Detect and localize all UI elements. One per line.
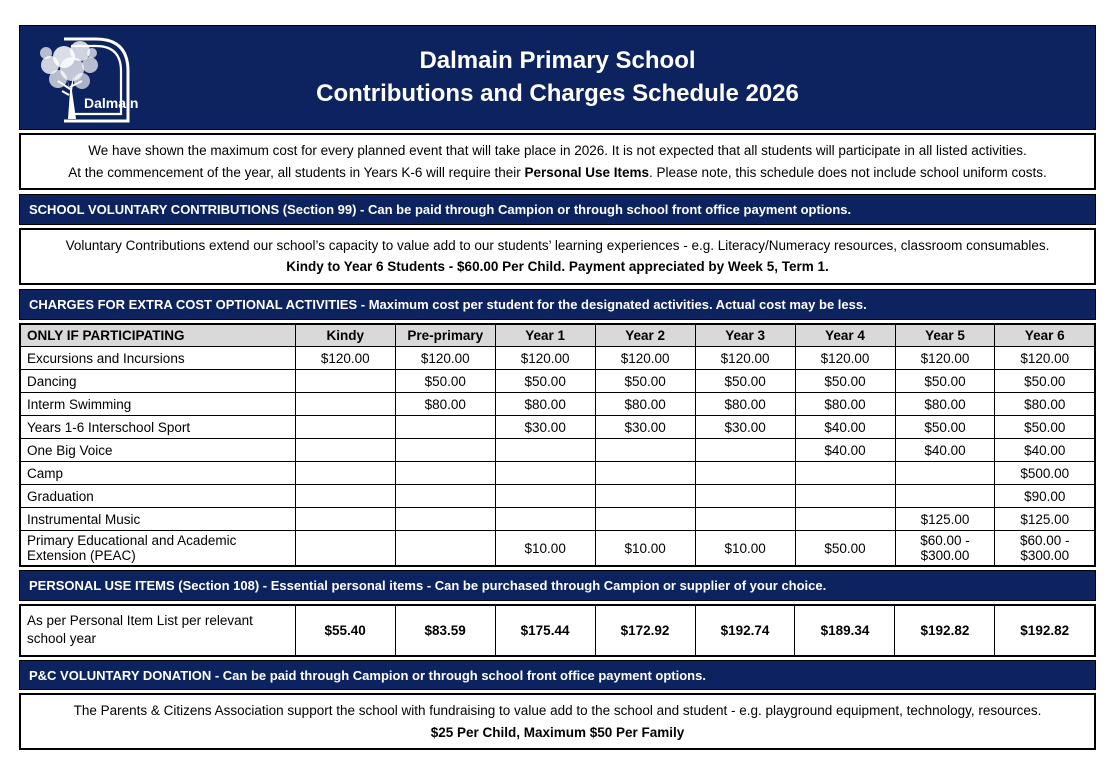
activity-cost-cell: $80.00 bbox=[795, 393, 895, 416]
document-header bbox=[19, 25, 1096, 130]
page-subtitle: Contributions and Charges Schedule 2026 bbox=[316, 79, 799, 107]
charges-table-row bbox=[20, 508, 1095, 531]
activity-cost-cell: $30.00 bbox=[695, 416, 795, 439]
personal-items-label: As per Personal Item List per relevant school year bbox=[20, 605, 295, 656]
intro-line2-pre: At the commencement of the year, all students in Years K-6 will require their bbox=[68, 164, 525, 180]
personal-use-items-table bbox=[19, 604, 1096, 657]
activity-cost-cell bbox=[395, 508, 495, 531]
charges-table-row bbox=[20, 416, 1095, 439]
activity-cost-cell: $40.00 bbox=[795, 416, 895, 439]
activity-cost-cell bbox=[295, 508, 395, 531]
activity-cost-cell bbox=[795, 508, 895, 531]
activity-label: One Big Voice bbox=[20, 439, 295, 462]
intro-box bbox=[19, 133, 1096, 190]
charges-year-column-header: Year 4 bbox=[795, 324, 895, 347]
activity-cost-cell bbox=[395, 485, 495, 508]
activity-cost-cell bbox=[395, 416, 495, 439]
activity-label: Interm Swimming bbox=[20, 393, 295, 416]
activity-cost-cell bbox=[595, 485, 695, 508]
activity-cost-cell: $50.00 bbox=[895, 416, 995, 439]
activity-cost-cell: $50.00 bbox=[395, 370, 495, 393]
activity-cost-cell: $50.00 bbox=[995, 370, 1095, 393]
charges-table-row bbox=[20, 393, 1095, 416]
charges-table-header-row bbox=[20, 324, 1095, 347]
personal-items-cost-cell: $192.74 bbox=[695, 605, 795, 656]
activity-cost-cell: $50.00 bbox=[795, 531, 895, 567]
personal-items-cost-cell: $83.59 bbox=[395, 605, 495, 656]
section-heading-extra-cost-activities: CHARGES FOR EXTRA COST OPTIONAL ACTIVITIES - Maximum cost per student for the designated activities. Actual cost may be less. bbox=[19, 289, 1096, 320]
charges-table-row bbox=[20, 370, 1095, 393]
activity-label: Excursions and Incursions bbox=[20, 347, 295, 370]
activity-cost-cell: $80.00 bbox=[995, 393, 1095, 416]
activity-cost-cell bbox=[895, 485, 995, 508]
pandc-body: The Parents & Citizens Association support the school with fundraising to value add to the school and student - e.g. playground equipment, technology, resources. bbox=[73, 703, 1042, 719]
personal-items-cost-cell: $172.92 bbox=[595, 605, 695, 656]
activity-label: Graduation bbox=[20, 485, 295, 508]
activity-cost-cell bbox=[395, 531, 495, 567]
voluntary-body: Voluntary Contributions extend our school’s capacity to value add to our students’ learning experiences - e.g. Literacy/Numeracy resources, classroom consumables. bbox=[65, 237, 1050, 253]
intro-line2-bold: Personal Use Items bbox=[524, 164, 650, 180]
activity-cost-cell bbox=[595, 462, 695, 485]
pandc-box bbox=[19, 693, 1096, 750]
activity-cost-cell: $80.00 bbox=[695, 393, 795, 416]
activity-cost-cell bbox=[495, 485, 595, 508]
charges-table-row bbox=[20, 439, 1095, 462]
activity-cost-cell bbox=[695, 508, 795, 531]
charges-year-column-header: Kindy bbox=[295, 324, 395, 347]
activity-cost-cell bbox=[295, 485, 395, 508]
activity-cost-cell bbox=[495, 462, 595, 485]
activity-cost-cell: $120.00 bbox=[795, 347, 895, 370]
activity-cost-cell: $120.00 bbox=[595, 347, 695, 370]
activity-cost-cell bbox=[295, 393, 395, 416]
activity-cost-cell: $90.00 bbox=[995, 485, 1095, 508]
activity-label: Dancing bbox=[20, 370, 295, 393]
activity-label: Years 1-6 Interschool Sport bbox=[20, 416, 295, 439]
activity-cost-cell bbox=[395, 462, 495, 485]
activity-cost-cell bbox=[895, 462, 995, 485]
charges-year-column-header: Year 1 bbox=[495, 324, 595, 347]
activity-label: Camp bbox=[20, 462, 295, 485]
charges-year-column-header: Year 5 bbox=[895, 324, 995, 347]
activity-cost-cell: $30.00 bbox=[595, 416, 695, 439]
activity-cost-cell bbox=[595, 508, 695, 531]
activity-cost-cell: $80.00 bbox=[495, 393, 595, 416]
activity-cost-cell: $40.00 bbox=[895, 439, 995, 462]
charges-table-row bbox=[20, 531, 1095, 567]
section-heading-voluntary-contributions: SCHOOL VOLUNTARY CONTRIBUTIONS (Section 99) - Can be paid through Campion or through school front office payment options. bbox=[19, 194, 1096, 225]
personal-items-cost-cell: $175.44 bbox=[495, 605, 595, 656]
activity-cost-cell: $120.00 bbox=[995, 347, 1095, 370]
activity-cost-cell: $40.00 bbox=[995, 439, 1095, 462]
section-heading-pandc-donation: P&C VOLUNTARY DONATION - Can be paid through Campion or through school front office payment options. bbox=[19, 660, 1096, 691]
activity-cost-cell bbox=[795, 462, 895, 485]
activity-cost-cell: $80.00 bbox=[595, 393, 695, 416]
activity-cost-cell: $120.00 bbox=[695, 347, 795, 370]
activity-cost-cell bbox=[595, 439, 695, 462]
activity-cost-cell: $60.00 - $300.00 bbox=[895, 531, 995, 567]
activity-cost-cell bbox=[695, 462, 795, 485]
charges-year-column-header: Year 3 bbox=[695, 324, 795, 347]
charges-table-row bbox=[20, 347, 1095, 370]
page-title: Dalmain Primary School bbox=[419, 46, 696, 74]
activity-cost-cell: $30.00 bbox=[495, 416, 595, 439]
personal-items-cost-cell: $192.82 bbox=[895, 605, 995, 656]
activity-cost-cell bbox=[695, 485, 795, 508]
activity-cost-cell: $50.00 bbox=[495, 370, 595, 393]
activity-cost-cell: $120.00 bbox=[895, 347, 995, 370]
voluntary-contributions-box bbox=[19, 228, 1096, 285]
activity-label: Primary Educational and Academic Extension (PEAC) bbox=[20, 531, 295, 567]
activity-cost-cell bbox=[795, 485, 895, 508]
activity-cost-cell bbox=[495, 508, 595, 531]
activity-cost-cell bbox=[295, 370, 395, 393]
activity-cost-cell bbox=[495, 439, 595, 462]
activity-cost-cell bbox=[295, 462, 395, 485]
charges-table-row bbox=[20, 485, 1095, 508]
intro-line2-post: . Please note, this schedule does not include school uniform costs. bbox=[649, 164, 1047, 180]
charges-year-column-header: Year 2 bbox=[595, 324, 695, 347]
schedule-document bbox=[19, 25, 1096, 750]
activity-cost-cell: $125.00 bbox=[895, 508, 995, 531]
activity-cost-cell: $50.00 bbox=[695, 370, 795, 393]
activity-cost-cell: $10.00 bbox=[695, 531, 795, 567]
intro-line1: We have shown the maximum cost for every planned event that will take place in 2026. It is not expected that all students will participate in all listed activities. bbox=[88, 143, 1027, 158]
logo-wordmark: Dalmain bbox=[84, 95, 139, 111]
personal-items-cost-cell: $192.82 bbox=[995, 605, 1095, 656]
activity-cost-cell: $80.00 bbox=[395, 393, 495, 416]
voluntary-body-bold: Kindy to Year 6 Students - $60.00 Per Child. Payment appreciated by Week 5, Term 1. bbox=[286, 259, 829, 275]
charges-year-column-header: Year 6 bbox=[995, 324, 1095, 347]
charges-table bbox=[19, 323, 1096, 568]
activity-cost-cell: $80.00 bbox=[895, 393, 995, 416]
activity-cost-cell: $50.00 bbox=[795, 370, 895, 393]
activity-cost-cell: $50.00 bbox=[995, 416, 1095, 439]
activity-cost-cell: $10.00 bbox=[595, 531, 695, 567]
charges-label-column-header: ONLY IF PARTICIPATING bbox=[20, 324, 295, 347]
activity-label: Instrumental Music bbox=[20, 508, 295, 531]
personal-items-cost-cell: $55.40 bbox=[295, 605, 395, 656]
activity-cost-cell: $120.00 bbox=[395, 347, 495, 370]
charges-table-row bbox=[20, 462, 1095, 485]
section-heading-personal-use-items: PERSONAL USE ITEMS (Section 108) - Essential personal items - Can be purchased through Campion or supplier of your choice. bbox=[19, 570, 1096, 601]
pandc-body-bold: $25 Per Child, Maximum $50 Per Family bbox=[430, 724, 685, 740]
activity-cost-cell: $10.00 bbox=[495, 531, 595, 567]
activity-cost-cell bbox=[395, 439, 495, 462]
activity-cost-cell: $125.00 bbox=[995, 508, 1095, 531]
activity-cost-cell bbox=[295, 416, 395, 439]
activity-cost-cell bbox=[295, 531, 395, 567]
activity-cost-cell bbox=[695, 439, 795, 462]
activity-cost-cell: $120.00 bbox=[495, 347, 595, 370]
activity-cost-cell: $40.00 bbox=[795, 439, 895, 462]
charges-year-column-header: Pre-primary bbox=[395, 324, 495, 347]
personal-items-cost-cell: $189.34 bbox=[795, 605, 895, 656]
activity-cost-cell: $60.00 - $300.00 bbox=[995, 531, 1095, 567]
personal-use-items-row bbox=[20, 605, 1095, 656]
activity-cost-cell: $50.00 bbox=[595, 370, 695, 393]
activity-cost-cell bbox=[295, 439, 395, 462]
activity-cost-cell: $500.00 bbox=[995, 462, 1095, 485]
activity-cost-cell: $50.00 bbox=[895, 370, 995, 393]
activity-cost-cell: $120.00 bbox=[295, 347, 395, 370]
